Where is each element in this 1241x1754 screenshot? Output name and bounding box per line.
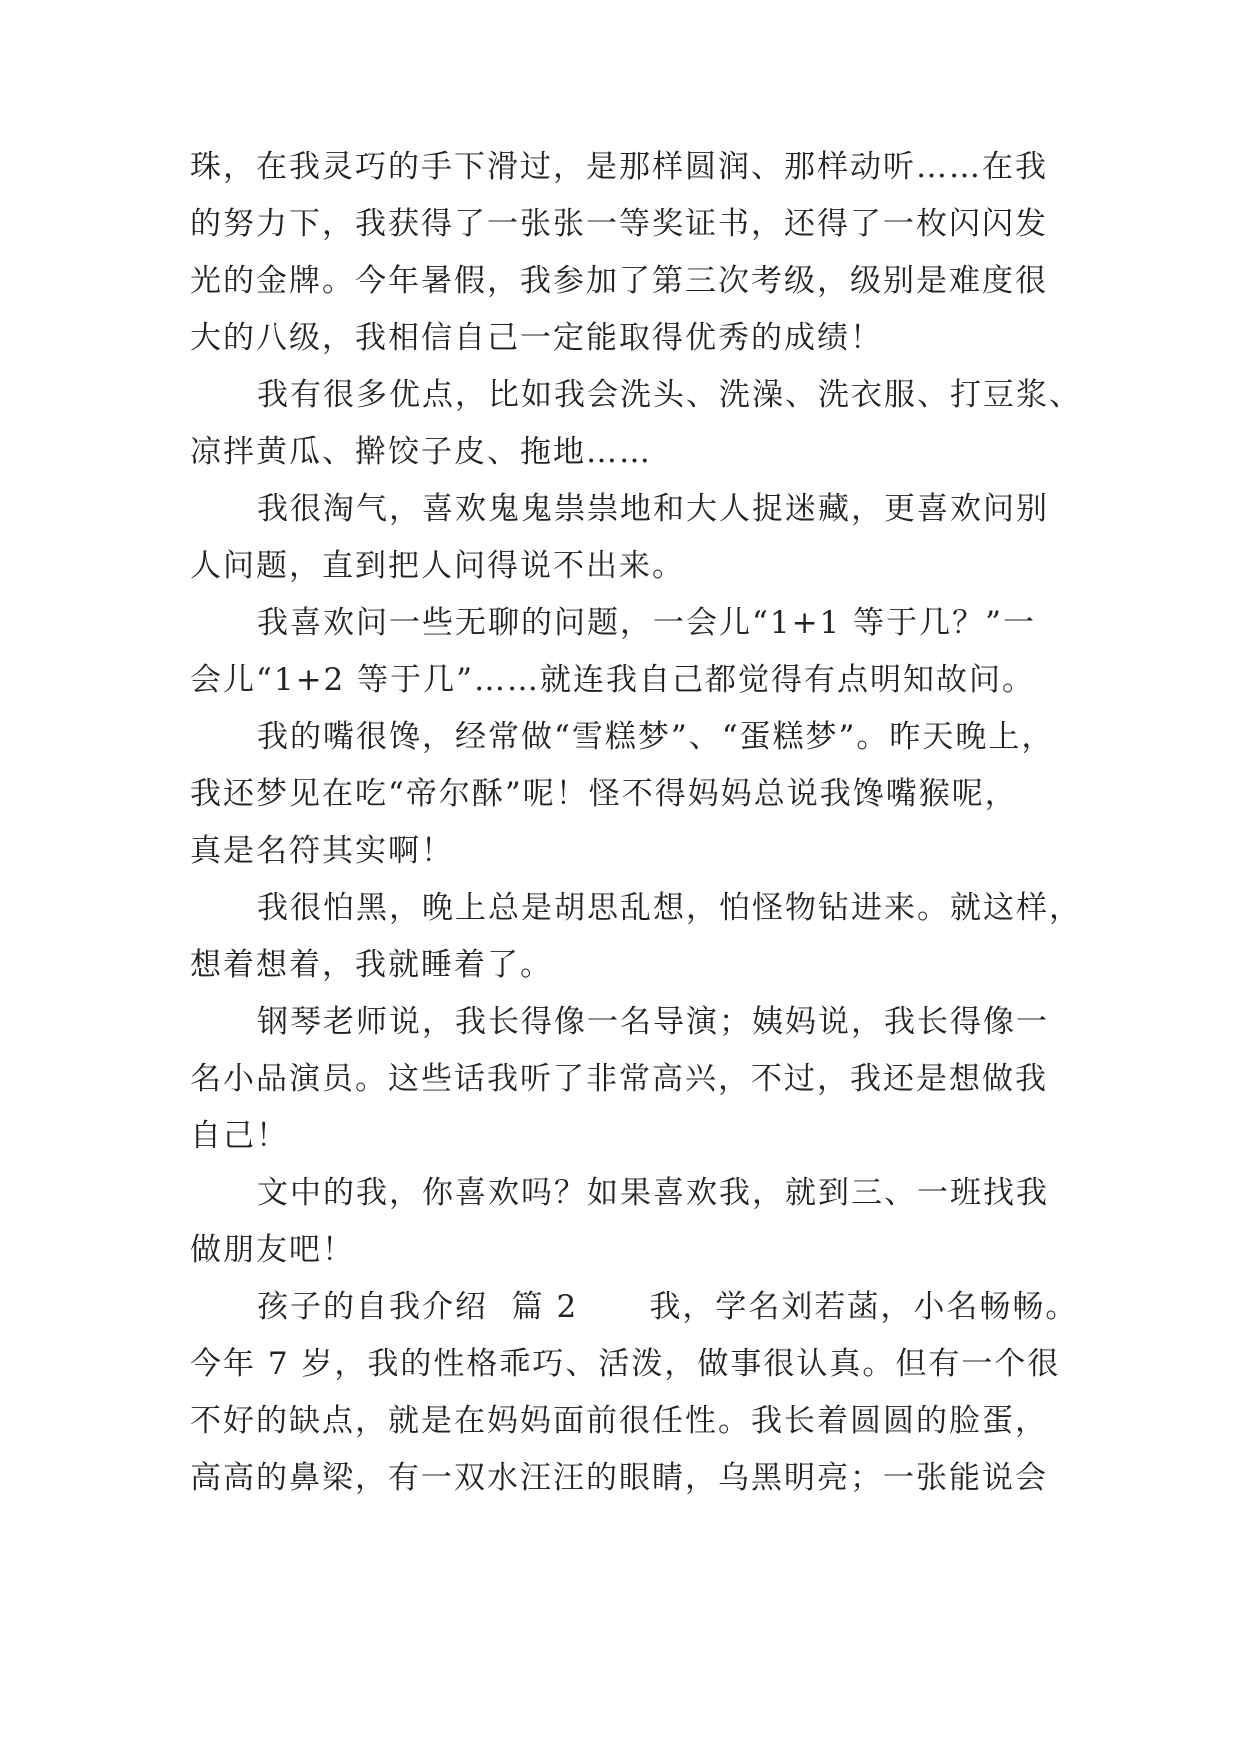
text-line: 珠，在我灵巧的手下滑过，是那样圆润、那样动听……在我 (190, 149, 1048, 185)
text-line: 的努力下，我获得了一张张一等奖证书，还得了一枚闪闪发 (190, 206, 1048, 242)
text-line: 我还梦见在吃“帝尔酥”呢！怪不得妈妈总说我馋嘴猴呢， (190, 776, 1018, 812)
text-line: 真是名符其实啊！ (190, 833, 454, 869)
text-line: 凉拌黄瓜、擀饺子皮、拖地…… (190, 434, 652, 470)
text-line: 不好的缺点，就是在妈妈面前很任性。我长着圆圆的脸蛋， (190, 1403, 1048, 1439)
text-line: 想着想着，我就睡着了。 (190, 947, 553, 983)
text-line: 我很怕黑，晚上总是胡思乱想，怕怪物钻进来。就这样， (257, 890, 1082, 926)
text-line: 人问题，直到把人问得说不出来。 (190, 548, 685, 584)
text-line: 今年 7 岁，我的性格乖巧、活泼，做事很认真。但有一个很 (190, 1346, 1061, 1382)
text-line: 我的嘴很馋，经常做“雪糕梦”、“蛋糕梦”。昨天晚上， (257, 719, 1055, 755)
text-line: 名小品演员。这些话我听了非常高兴，不过，我还是想做我 (190, 1061, 1048, 1097)
text-line: 光的金牌。今年暑假，我参加了第三次考级，级别是难度很 (190, 263, 1048, 299)
text-line: 自己！ (190, 1118, 289, 1154)
text-line: 我喜欢问一些无聊的问题，一会儿“1+1 等于几？”一 (257, 605, 1036, 641)
text-line: 做朋友吧！ (190, 1232, 355, 1268)
text-line: 大的八级，我相信自己一定能取得优秀的成绩！ (190, 320, 883, 356)
text-line: 孩子的自我介绍 篇 2 我，学名刘若菡，小名畅畅。 (257, 1289, 1079, 1325)
text-line: 会儿“1+2 等于几”……就连我自己都觉得有点明知故问。 (190, 662, 1035, 698)
text-line: 文中的我，你喜欢吗？如果喜欢我，就到三、一班找我 (257, 1175, 1049, 1211)
text-line: 我有很多优点，比如我会洗头、洗澡、洗衣服、打豆浆、 (257, 377, 1082, 413)
text-line: 我很淘气，喜欢鬼鬼祟祟地和大人捉迷藏，更喜欢问别 (257, 491, 1049, 527)
text-line: 钢琴老师说，我长得像一名导演；姨妈说，我长得像一 (257, 1004, 1049, 1040)
text-line: 高高的鼻梁，有一双水汪汪的眼睛，乌黑明亮；一张能说会 (190, 1460, 1048, 1496)
